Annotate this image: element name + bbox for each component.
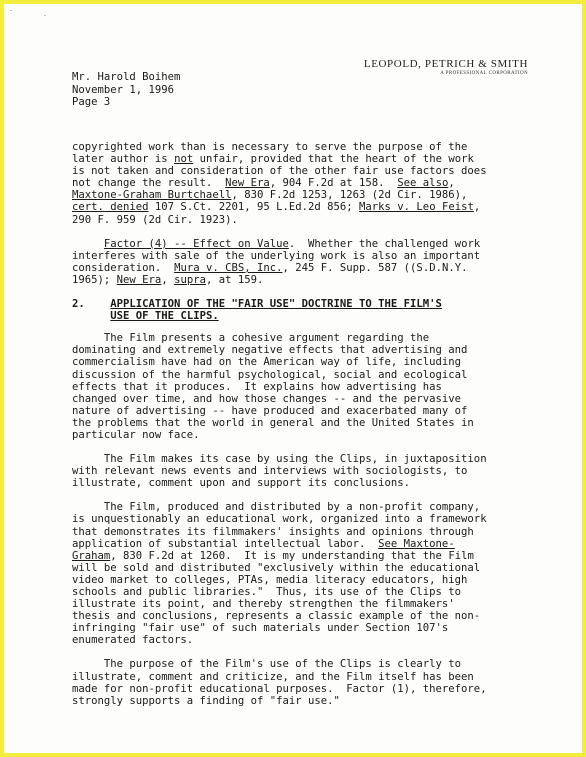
section-title-line-1: APPLICATION OF THE "FAIR USE" DOCTRINE TO THE FILM'S bbox=[110, 298, 442, 311]
citation-see-maxtone: See Maxtone- bbox=[378, 537, 455, 550]
citation-maxtone-graham: Maxtone-Graham Burtchaell bbox=[72, 189, 232, 202]
text-line: is not taken and consideration of the other fair use factors does bbox=[72, 165, 487, 178]
paragraph-film-makes bbox=[72, 453, 532, 489]
citation-new-era: New Era bbox=[225, 177, 270, 190]
text-line: , 904 F.2d at 158. bbox=[269, 177, 398, 190]
citation-graham: Graham bbox=[72, 549, 111, 562]
text-line: discussion of the harmful psychological, social and ecological bbox=[72, 368, 468, 381]
text-line: , 245 F. Supp. 587 ((S.D.N.Y. bbox=[282, 261, 468, 274]
factor-paragraph bbox=[72, 238, 532, 286]
letterhead bbox=[364, 58, 528, 76]
text-line: changed over time, and how those changes -- and the pervasive bbox=[72, 392, 462, 405]
continued-paragraph bbox=[72, 141, 532, 226]
text-line: infringing "fair use" of such materials under Section 107's bbox=[72, 622, 449, 635]
text-line: copyrighted work than is necessary to serve the purpose of the bbox=[72, 141, 468, 153]
text-line: is unquestionably an educational work, organized into a framework bbox=[72, 513, 487, 526]
section-number: 2. bbox=[72, 298, 85, 311]
text-line: made for non-profit educational purposes. Factor (1), therefore, bbox=[72, 682, 487, 695]
recipient-name: Mr. Harold Boihem bbox=[72, 71, 181, 83]
text-line: The Film presents a cohesive argument regarding the bbox=[72, 332, 430, 345]
text-line: with relevant news events and interviews with sociologists, to bbox=[72, 465, 468, 478]
text-line: , bbox=[473, 201, 481, 214]
text-line: will be sold and distributed "exclusively within the educational bbox=[72, 561, 481, 574]
scan-speck bbox=[10, 10, 12, 11]
citation-mura-v-cbs: Mura v. CBS, Inc. bbox=[174, 261, 283, 274]
text-line: , bbox=[448, 177, 455, 190]
text-line: The Film makes its case by using the Clips, in juxtaposition bbox=[72, 453, 487, 466]
scan-speck bbox=[44, 15, 46, 16]
indent bbox=[72, 238, 104, 250]
text-line: consideration. bbox=[72, 261, 175, 274]
text-line: enumerated factors. bbox=[72, 634, 194, 647]
section-title-line-2: USE OF THE CLIPS. bbox=[110, 310, 219, 323]
text-line: illustrate, comment upon and support its conclusions. bbox=[72, 477, 411, 490]
text-line: , bbox=[161, 273, 175, 286]
firm-subtitle: A PROFESSIONAL CORPORATION bbox=[440, 71, 528, 76]
text-line: effects that it produces. It explains how advertising has bbox=[72, 380, 442, 393]
letter-date: November 1, 1996 bbox=[72, 83, 175, 96]
paragraph-film-presents bbox=[72, 332, 532, 441]
text-line: 1965); bbox=[72, 273, 117, 286]
text-line: , at 159. bbox=[205, 273, 264, 286]
factor-4-heading: Factor (4) -- Effect on Value bbox=[103, 237, 289, 250]
firm-name: LEOPOLD, PETRICH & SMITH bbox=[363, 58, 528, 70]
text-line: The Film, produced and distributed by a non-profit company, bbox=[72, 501, 481, 514]
text-line: application of substantial intellectual labor. bbox=[72, 537, 379, 550]
text-line: 107 S.Ct. 2201, 95 L.Ed.2d 856; bbox=[148, 201, 360, 214]
text-line: interferes with sale of the underlying work is also an important bbox=[72, 249, 481, 262]
paragraph-film-produced bbox=[72, 501, 532, 646]
text-line: video market to colleges, PTAs, media literacy educators, high bbox=[72, 573, 468, 586]
text-line: . Whether the challenged work bbox=[288, 237, 481, 250]
address-block bbox=[72, 71, 180, 109]
citation-marks-v-leo-feist: Marks v. Leo Feist bbox=[359, 201, 474, 214]
text-line: , 830 F.2d 1253, 1263 (2d Cir. 1986), bbox=[231, 189, 468, 202]
text-line: commercialism have had on the American way of life, including bbox=[72, 356, 462, 369]
text-line: illustrate its point, and thereby strengthen the filmmakers' bbox=[72, 598, 455, 611]
paragraph-purpose bbox=[72, 658, 532, 706]
section-heading bbox=[72, 298, 532, 322]
text-line: schools and public libraries." Thus, its use of the Clips to bbox=[72, 586, 462, 598]
text-line: that demonstrates its filmmakers' insights and opinions through bbox=[72, 525, 474, 538]
text-line: The purpose of the Film's use of the Clips is clearly to bbox=[72, 658, 462, 671]
citation-new-era: New Era bbox=[116, 273, 162, 286]
text-line: the problems that the world in general and the United States in bbox=[72, 416, 474, 429]
text-line: unfair, provided that the heart of the work bbox=[193, 153, 474, 166]
text-line: strongly supports a finding of "fair use." bbox=[72, 694, 340, 707]
text-line: , 830 F.2d at 1260. It is my understanding that the Film bbox=[110, 549, 474, 562]
text-line: thesis and conclusions, represents a classic example of the non- bbox=[72, 610, 481, 623]
text-line: particular now face. bbox=[72, 428, 200, 441]
text-line: 290 F. 959 (2d Cir. 1923). bbox=[72, 213, 238, 226]
citation-cert-denied: cert. denied bbox=[72, 201, 149, 214]
page-number: Page 3 bbox=[72, 96, 111, 109]
letter-body bbox=[72, 141, 532, 719]
text-line: illustrate, comment and criticize, and the Film itself has been bbox=[72, 670, 474, 683]
emphasis-not: not bbox=[174, 153, 194, 166]
text-line: dominating and extremely negative effects that advertising and bbox=[72, 344, 468, 357]
text-line: nature of advertising -- have produced and exacerbated many of bbox=[72, 404, 468, 417]
text-line: later author is bbox=[72, 153, 175, 166]
text-line: not change the result. bbox=[72, 177, 226, 190]
citation-see-also: See also bbox=[397, 177, 449, 190]
citation-supra: supra bbox=[174, 273, 206, 286]
